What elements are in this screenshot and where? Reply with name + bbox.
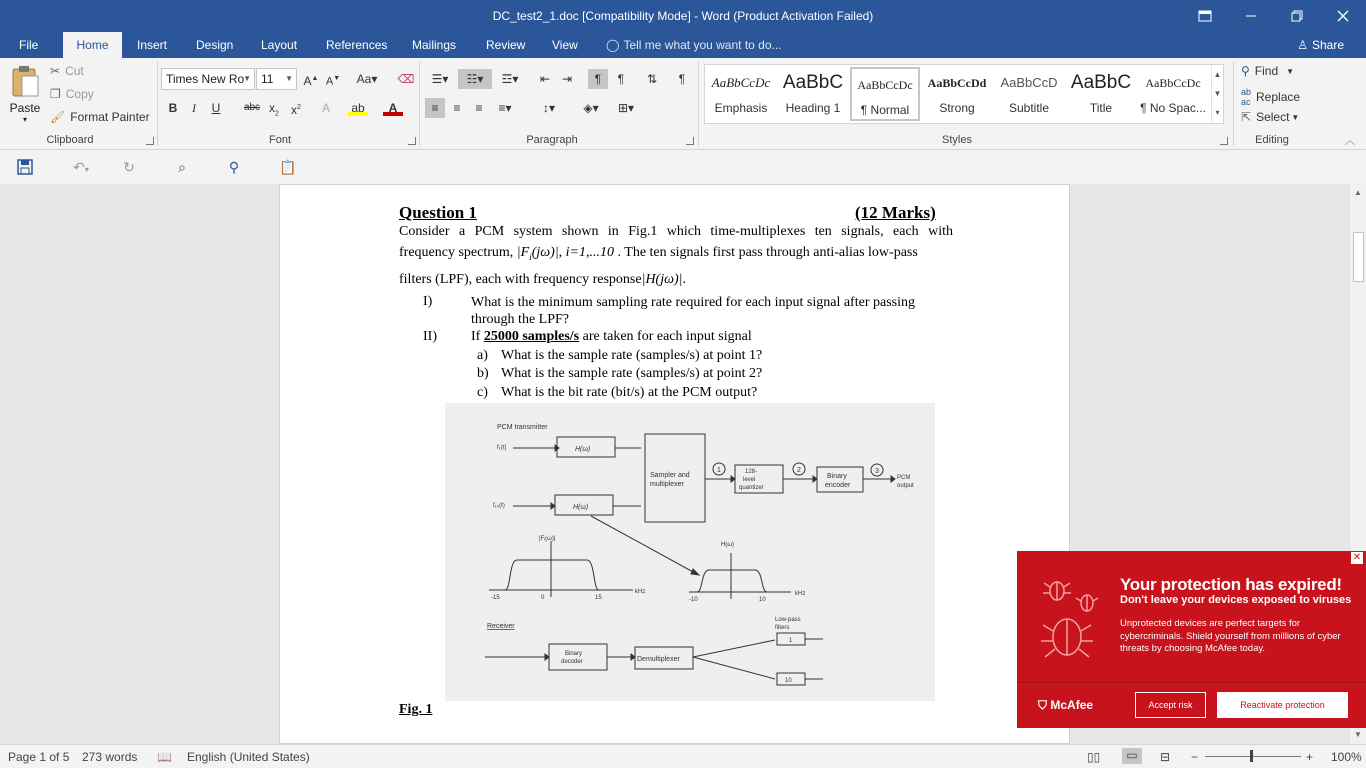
highlight-icon[interactable]: ab — [348, 98, 368, 116]
find-label: Find — [1254, 64, 1279, 78]
fig-label-pcm-transmitter: PCM transmitter — [497, 424, 548, 431]
chevron-down-icon[interactable]: ▼ — [1213, 89, 1222, 98]
person-icon: ♙ — [1297, 38, 1308, 52]
pointer-line — [591, 516, 695, 573]
proofing-icon[interactable]: 📖 — [157, 750, 172, 764]
cut-button[interactable] — [50, 64, 84, 78]
fig-label-h10: H(ω) — [573, 504, 589, 511]
styles-launcher-icon[interactable] — [1220, 137, 1228, 145]
decrease-indent-icon[interactable]: ⇤ — [539, 72, 551, 86]
lpf-response-curve — [697, 570, 767, 592]
collapse-ribbon-icon[interactable]: ︿ — [1345, 136, 1355, 147]
fig-label-out-1: PCM — [897, 475, 911, 481]
fig-label-quant-1: 128- — [745, 469, 758, 475]
fig-tick-h-0: -10 — [689, 597, 698, 603]
intro-line-3: filters (LPF), each with frequency response|H(jω)|. — [399, 272, 686, 287]
question-marks: (12 Marks) — [855, 203, 936, 222]
status-bar — [0, 744, 1366, 768]
style-name: Heading 1 — [785, 101, 841, 115]
change-case-icon[interactable]: Aa▾ — [356, 72, 378, 86]
copy-label: Copy — [65, 87, 94, 101]
intro-text: filters (LPF), each with frequency response — [399, 272, 642, 287]
chevron-down-icon: ▾ — [22, 115, 27, 124]
cursor-icon: ⇱ — [1241, 110, 1252, 124]
read-mode-icon[interactable]: ▯▯ — [1087, 750, 1101, 764]
paragraph-launcher-icon[interactable] — [686, 137, 694, 145]
format-painter-button[interactable] — [50, 110, 150, 124]
chevron-down-icon: ▼ — [243, 74, 251, 83]
cut-label: Cut — [65, 64, 84, 78]
rtl-icon[interactable]: ¶ — [617, 72, 625, 86]
tell-me-text: Tell me what you want to do... — [623, 38, 782, 52]
close-window-icon[interactable] — [1320, 0, 1366, 32]
style-emphasis[interactable] — [706, 67, 776, 121]
sub-c-text: What is the bit rate (bit/s) at the PCM output? — [501, 385, 758, 400]
window-title: DC_test2_1.doc [Compatibility Mode] - Word (Product Activation Failed) — [492, 9, 874, 23]
scroll-up-icon[interactable]: ▲ — [1354, 188, 1362, 197]
separator — [419, 62, 420, 146]
superscript-icon[interactable]: $x^2$ — [291, 103, 301, 117]
pcm-figure[interactable] — [445, 403, 935, 701]
fig-label-quant-3: quantizer — [739, 485, 764, 491]
bullets-icon[interactable]: ☰▾ — [431, 72, 449, 86]
fig-label-h-response: H(ω) — [721, 542, 735, 548]
style-name: Title — [1089, 101, 1113, 115]
fig-label-h1: H(ω) — [575, 446, 591, 453]
styles-group-label: Styles — [942, 134, 972, 146]
fig-label-demux: Demultiplexer — [637, 656, 680, 663]
tab-home[interactable]: Home — [63, 32, 122, 58]
save-icon[interactable] — [14, 157, 36, 177]
sub-b-text: What is the sample rate (samples/s) at point 2? — [501, 366, 763, 381]
shrink-font-icon[interactable]: A▼ — [325, 75, 341, 88]
sub-a-text: What is the sample rate (samples/s) at point 1? — [501, 348, 763, 363]
clipboard-group-label: Clipboard — [46, 134, 94, 146]
align-center-icon[interactable]: ≡ — [453, 101, 461, 115]
fig-label-lp-1: Low-pass — [775, 617, 801, 623]
accept-risk-button[interactable]: Accept risk — [1135, 692, 1206, 718]
align-left-icon[interactable]: ≡ — [425, 98, 445, 118]
fig-label-khz-1: kHz — [635, 589, 646, 595]
popup-body: Unprotected devices are perfect targets for cybercriminals. Shield yourself from millions of cyber threats by choosing McAfee today. — [1120, 618, 1341, 654]
zoom-out-icon[interactable]: − — [1191, 750, 1199, 764]
font-name-combo[interactable] — [161, 68, 255, 90]
paragraph-group-label: Paragraph — [526, 134, 578, 146]
fig-tick-h-1: 10 — [759, 597, 766, 603]
style-preview: AaBbCcD — [1000, 75, 1058, 90]
chevron-up-icon[interactable]: ▲ — [1213, 70, 1222, 79]
tab-file[interactable]: File — [19, 38, 39, 52]
mcafee-popup — [1017, 551, 1366, 728]
sub-c-number: c) — [477, 385, 488, 400]
restore-icon[interactable] — [1274, 0, 1320, 32]
select-label: Select — [1256, 110, 1290, 124]
fig-label-dec-2: decoder — [561, 659, 583, 665]
show-marks-icon[interactable]: ¶ — [678, 72, 686, 86]
figure-caption: Fig. 1 — [399, 702, 433, 717]
clipboard-launcher-icon[interactable] — [146, 137, 154, 145]
ribbon-display-options-icon[interactable] — [1182, 0, 1228, 32]
fig-tick-spec-2: 15 — [595, 595, 602, 601]
replace-button[interactable] — [1241, 87, 1300, 107]
strikethrough-icon[interactable]: abc — [243, 102, 261, 113]
document-page[interactable] — [279, 184, 1070, 744]
text-effects-icon[interactable]: A — [321, 101, 330, 115]
q1-line: What is the minimum sampling rate required for each input signal after passing — [471, 295, 915, 310]
find-button[interactable] — [1241, 64, 1294, 78]
sub-b-number: b) — [477, 366, 489, 381]
decoder-box — [549, 644, 607, 670]
title-bar — [0, 0, 1366, 32]
fig-label-lp-2: filters — [775, 625, 790, 631]
undo-icon[interactable]: ↶▾ — [73, 159, 89, 175]
clipboard-icon — [10, 64, 40, 98]
tab-insert[interactable]: Insert — [137, 38, 168, 52]
numbering-icon[interactable]: ☷▾ — [458, 69, 492, 89]
intro-line-2 — [399, 244, 918, 266]
align-right-icon[interactable]: ≡ — [475, 101, 483, 115]
fig-label-f1: f₁(t) — [497, 445, 507, 451]
replace-label: Replace — [1256, 90, 1301, 104]
scissors-icon: ✂ — [50, 64, 61, 78]
font-launcher-icon[interactable] — [408, 137, 416, 145]
style-preview: AaBbC — [782, 72, 844, 93]
logo-text: McAfee — [1050, 698, 1094, 712]
q2-post: are taken for each input signal — [582, 329, 752, 344]
quick-access-toolbar — [0, 150, 1366, 184]
zoom-in-icon[interactable]: + — [1306, 750, 1314, 764]
paste-icon[interactable]: 📋 — [279, 159, 297, 175]
zoom-slider-thumb[interactable] — [1250, 750, 1253, 762]
fig-label-enc-1: Binary — [827, 473, 847, 480]
fig-label-sampler-1: Sampler and — [650, 472, 690, 479]
format-painter-label: Format Painter — [70, 110, 150, 124]
scroll-thumb[interactable] — [1353, 232, 1364, 282]
shield-icon: ⛉ — [1038, 698, 1048, 712]
paste-button[interactable] — [6, 62, 44, 128]
font-group-label: Font — [268, 134, 291, 146]
q1-text — [471, 294, 941, 328]
fig-label-dec-1: Binary — [565, 651, 583, 657]
tell-me-box[interactable] — [606, 32, 782, 58]
minimize-icon[interactable] — [1228, 0, 1274, 32]
font-color-icon[interactable]: A — [383, 98, 403, 116]
editing-group-label: Editing — [1255, 134, 1289, 146]
ribbon-tabs — [0, 32, 1366, 58]
pcm-diagram — [445, 403, 935, 701]
style-name: ¶ Normal — [860, 103, 910, 117]
line-spacing-icon[interactable]: ↕▾ — [542, 101, 556, 115]
font-size-value: 11 — [261, 72, 274, 86]
reactivate-protection-button[interactable]: Reactivate protection — [1217, 692, 1348, 718]
tab-view[interactable]: View — [552, 38, 578, 52]
fig-label-point-1: 1 — [717, 467, 721, 474]
fig-label-f10: f₁₀(t) — [493, 503, 505, 509]
tab-references[interactable]: References — [326, 38, 388, 52]
grow-font-icon[interactable]: A▲ — [303, 74, 319, 88]
web-layout-icon[interactable]: ⊟ — [1160, 750, 1171, 764]
question-title: Question 1 — [399, 203, 477, 222]
styles-gallery — [704, 64, 1224, 124]
math-response: |H(jω)| — [641, 272, 683, 287]
print-layout-icon[interactable]: ▭ — [1122, 748, 1142, 764]
separator — [698, 62, 699, 146]
fig-label-spectrum: |Fᵢ(ω)| — [539, 536, 556, 542]
shading-icon[interactable]: ◈▾ — [583, 101, 599, 115]
style-heading-1[interactable] — [778, 67, 848, 121]
separator — [157, 62, 158, 146]
multilevel-list-icon[interactable]: ☲▾ — [501, 72, 519, 86]
separator — [1233, 62, 1234, 146]
math-spectrum — [517, 245, 614, 260]
fig-label-lp-ten: 10 — [785, 678, 792, 684]
style-preview: AaBbCcDc — [857, 78, 913, 92]
style-subtitle[interactable] — [994, 67, 1064, 121]
style-normal[interactable] — [850, 67, 920, 121]
popup-subhead: Don't leave your devices exposed to viruses — [1120, 594, 1352, 606]
word-count[interactable]: 273 words — [82, 750, 138, 764]
tab-design[interactable]: Design — [196, 38, 234, 52]
chevron-down-icon: ▼ — [285, 74, 293, 83]
style-preview: AaBbC — [1070, 72, 1132, 93]
style-preview: AaBbCcDd — [927, 76, 987, 90]
clear-formatting-icon[interactable]: ⌫ — [397, 72, 415, 86]
justify-icon[interactable]: ≡▾ — [498, 101, 512, 115]
fig-label-receiver: Receiver — [487, 623, 515, 630]
fig-label-enc-2: encoder — [825, 482, 851, 489]
fig-label-point-3: 3 — [875, 468, 879, 475]
paste-label: Paste — [9, 101, 41, 115]
ribbon — [0, 58, 1366, 150]
lightbulb-icon: ◯ — [606, 38, 620, 52]
style-name: ¶ No Spac... — [1140, 101, 1206, 115]
intro-line-1: Consider a PCM system shown in Fig.1 which time-multiplexes ten signals, each with — [399, 224, 953, 239]
fig-label-out-2: output — [897, 483, 914, 489]
tab-layout[interactable]: Layout — [261, 38, 298, 52]
paintbrush-icon: 🖌 — [50, 110, 66, 124]
borders-icon[interactable]: ⊞▾ — [617, 101, 635, 115]
math-subscript: i — [529, 251, 532, 262]
chevron-down-icon: ▼ — [1286, 66, 1295, 76]
fig-tick-spec-0: -15 — [491, 595, 500, 601]
replace-icon: ab ac — [1241, 87, 1252, 107]
italic-icon[interactable]: I — [192, 101, 196, 115]
input-spectrum-curve — [505, 560, 599, 590]
popup-divider — [1017, 682, 1366, 683]
bold-icon[interactable]: B — [168, 101, 178, 115]
q2-number: II) — [423, 329, 437, 344]
copy-icon: ❐ — [50, 87, 61, 101]
q1-line: through the LPF? — [471, 312, 569, 327]
copy-button[interactable] — [50, 87, 94, 101]
sort-icon[interactable]: ⇅ — [646, 72, 658, 86]
fig-label-lp-one: 1 — [789, 638, 793, 644]
q2-pre: If — [471, 329, 481, 344]
share-button[interactable] — [1297, 32, 1344, 58]
share-label: Share — [1311, 38, 1344, 52]
fig-label-khz-2: kHz — [795, 591, 806, 597]
fig-tick-spec-1: 0 — [541, 595, 545, 601]
underline-icon[interactable]: U — [211, 101, 221, 115]
subscript-icon[interactable]: $x_2$ — [269, 101, 279, 118]
q1-number: I) — [423, 294, 433, 309]
style-preview: AaBbCcDc — [1145, 76, 1201, 90]
virus-bug-icon — [1035, 575, 1115, 675]
style-preview: AaBbCcDc — [711, 75, 771, 90]
print-preview-icon[interactable]: ⌕ — [178, 159, 186, 175]
intro-text: frequency spectrum, — [399, 245, 514, 260]
redo-icon[interactable]: ↻ — [123, 159, 135, 175]
scroll-down-icon[interactable]: ▼ — [1354, 730, 1362, 739]
tab-review[interactable]: Review — [486, 38, 526, 52]
zoom-level[interactable]: 100% — [1331, 750, 1362, 764]
style-name: Subtitle — [1008, 101, 1050, 115]
close-popup-icon[interactable]: ✕ — [1352, 552, 1362, 563]
popup-headline: Your protection has expired! — [1120, 575, 1342, 594]
chevron-down-icon: ▼ — [1291, 112, 1300, 122]
more-styles-icon[interactable]: ▾ — [1215, 108, 1220, 117]
styles-scroll[interactable] — [1211, 65, 1223, 123]
style-name: Strong — [939, 101, 975, 115]
zoom-slider-track[interactable] — [1205, 756, 1301, 757]
page-count[interactable]: Page 1 of 5 — [8, 750, 70, 764]
ltr-icon[interactable]: ¶ — [588, 69, 608, 89]
language-status[interactable]: English (United States) — [187, 750, 310, 764]
increase-indent-icon[interactable]: ⇥ — [561, 72, 573, 86]
sub-a-number: a) — [477, 348, 488, 363]
style-strong[interactable] — [922, 67, 992, 121]
intro-text: . The ten signals first pass through anti-alias low-pass — [617, 245, 918, 260]
math-text: |F — [516, 245, 530, 260]
q2-bold: 25000 samples/s — [483, 329, 580, 344]
search-icon: ⚲ — [1241, 64, 1250, 78]
style-no-spacing[interactable] — [1138, 67, 1208, 121]
find-icon[interactable]: ⚲ — [228, 159, 240, 175]
fig-label-sampler-2: multiplexer — [650, 481, 684, 488]
math-text: (jω)|, i=1,...10 — [531, 245, 615, 260]
font-size-combo[interactable] — [256, 68, 297, 90]
fig-label-quant-2: level — [743, 477, 756, 483]
style-title[interactable] — [1066, 67, 1136, 121]
q2-text — [471, 329, 752, 345]
mcafee-logo — [1038, 698, 1093, 713]
tab-mailings[interactable]: Mailings — [412, 38, 457, 52]
style-name: Emphasis — [714, 101, 768, 115]
fig-label-point-2: 2 — [797, 467, 801, 474]
font-name-value: Times New Ro — [166, 72, 245, 86]
select-button[interactable] — [1241, 110, 1299, 124]
